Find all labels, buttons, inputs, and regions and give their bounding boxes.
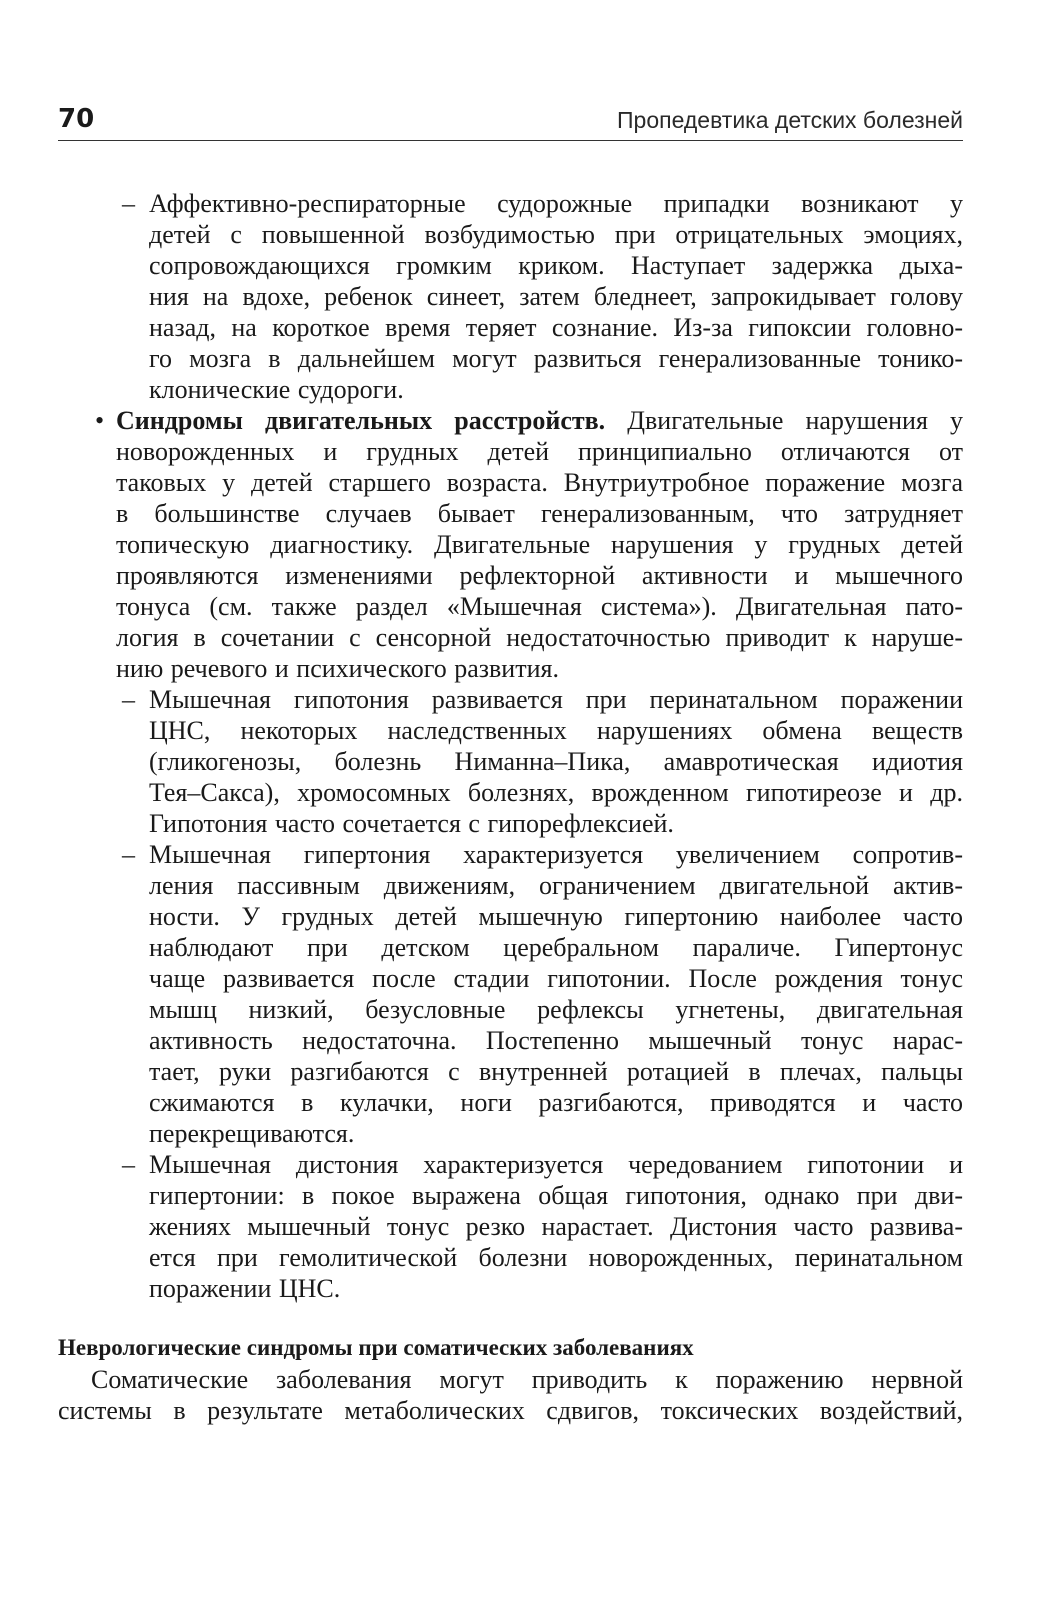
paragraph-line: топическую диагностику. Двигательные нарушения у грудных детей	[116, 530, 963, 559]
paragraph-line: сжимаются в кулачки, ноги разгибаются, приводятся и часто	[149, 1088, 963, 1117]
paragraph-line: Соматические заболевания могут приводить к поражению нервной	[91, 1365, 963, 1394]
dash-marker: –	[122, 840, 135, 869]
paragraph-line: перекрещиваются.	[149, 1119, 355, 1148]
paragraph-line: наблюдают при детском церебральном параличе. Гипертонус	[149, 933, 963, 962]
paragraph-line: ЦНС, некоторых наследственных нарушениях обмена веществ	[149, 716, 963, 745]
paragraph-line: ления пассивным движениям, ограничением двигательной актив-	[149, 871, 963, 900]
dash-marker: –	[122, 685, 135, 714]
paragraph-line: жениях мышечный тонус резко нарастает. Дистония часто развива-	[149, 1212, 963, 1241]
paragraph-line: ется при гемолитической болезни новорожденных, перинатальном	[149, 1243, 963, 1272]
running-title: Пропедевтика детских болезней	[617, 107, 963, 133]
paragraph-line: Мышечная гипотония развивается при перинатальном поражении	[149, 685, 963, 714]
paragraph-line: в большинстве случаев бывает генерализованным, что затрудняет	[116, 499, 963, 528]
paragraph-line: гипертонии: в покое выражена общая гипотония, однако при дви-	[149, 1181, 963, 1210]
paragraph-line: клонические судороги.	[149, 375, 404, 404]
paragraph-line: Аффективно-респираторные судорожные припадки возникают у	[149, 189, 963, 218]
paragraph-line: проявляются изменениями рефлекторной активности и мышечного	[116, 561, 963, 590]
paragraph-line: ности. У грудных детей мышечную гипертонию наиболее часто	[149, 902, 963, 931]
page-header	[58, 100, 963, 141]
paragraph-line: ния на вдохе, ребенок синеет, затем бледнеет, запрокидывает голову	[149, 282, 963, 311]
paragraph-line: поражении ЦНС.	[149, 1274, 341, 1303]
paragraph-line: Гипотония часто сочетается с гипорефлексией.	[149, 809, 674, 838]
paragraph-line: тает, руки разгибаются с внутренней ротацией в плечах, пальцы	[149, 1057, 963, 1086]
paragraph-line: Тея–Сакса), хромосомных болезнях, врожденном гипотиреозе и др.	[149, 778, 963, 807]
paragraph-line: таковых у детей старшего возраста. Внутриутробное поражение мозга	[116, 468, 963, 497]
paragraph-line: новорожденных и грудных детей принципиально отличаются от	[116, 437, 963, 466]
paragraph-line: Мышечная гипертония характеризуется увеличением сопротив-	[149, 840, 963, 869]
bullet-marker: •	[95, 406, 105, 435]
paragraph-line: (гликогенозы, болезнь Ниманна–Пика, амавротическая идиотия	[149, 747, 963, 776]
paragraph-line: детей с повышенной возбудимостью при отрицательных эмоциях,	[149, 220, 963, 249]
paragraph-line	[116, 405, 963, 436]
section-heading: Неврологические синдромы при соматических заболеваниях	[58, 1335, 694, 1360]
dash-marker: –	[122, 189, 135, 218]
paragraph-line: чаще развивается после стадии гипотонии. После рождения тонус	[149, 964, 963, 993]
paragraph-line: Мышечная дистония характеризуется чередованием гипотонии и	[149, 1150, 963, 1179]
paragraph-line: го мозга в дальнейшем могут развиться генерализованные тонико-	[149, 344, 963, 373]
page-number: 70	[58, 104, 95, 134]
paragraph-line: нию речевого и психического развития.	[116, 654, 559, 683]
paragraph-line: мышц низкий, безусловные рефлексы угнетены, двигательная	[149, 995, 963, 1024]
paragraph-line: сопровождающихся громким криком. Наступает задержка дыха-	[149, 251, 963, 280]
paragraph-line: тонуса (см. также раздел «Мышечная система»). Двигательная пато-	[116, 592, 963, 621]
paragraph-line: системы в результате метаболических сдвигов, токсических воздействий,	[58, 1396, 963, 1425]
bold-lead-text: Синдромы двигательных расстройств.	[116, 406, 606, 435]
paragraph-line: активность недостаточна. Постепенно мышечный тонус нарас-	[149, 1026, 963, 1055]
paragraph-line: назад, на короткое время теряет сознание. Из-за гипоксии головно-	[149, 313, 963, 342]
lead-line-rest: Двигательные нарушения у	[605, 406, 963, 435]
paragraph-line: логия в сочетании с сенсорной недостаточностью приводит к наруше-	[116, 623, 963, 652]
dash-marker: –	[122, 1150, 135, 1179]
